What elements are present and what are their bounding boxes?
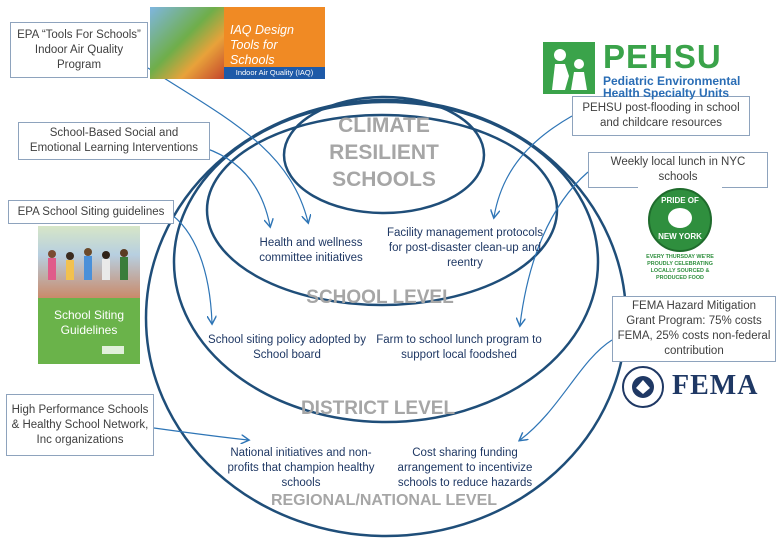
siting-guidelines-callout: EPA School Siting guidelines: [8, 200, 174, 224]
arrow-high-performance: [154, 428, 248, 440]
pehsu-line2: Health Specialty Units: [603, 86, 730, 100]
regional-level-label: REGIONAL/NATIONAL LEVEL: [270, 492, 498, 509]
district-level-label: DISTRICT LEVEL: [300, 398, 456, 419]
fema-logo: [622, 366, 768, 410]
siting-guidelines-cover: [38, 226, 140, 364]
epa-mark-icon: [102, 346, 124, 354]
pehsu-resources-callout: PEHSU post-flooding in school and childcare resources: [572, 96, 750, 136]
cover-title: School Siting Guidelines: [53, 308, 125, 337]
siting-policy-text: School siting policy adopted by School board: [208, 334, 366, 361]
farm-program-text: Farm to school lunch program to support local foodshed: [376, 334, 542, 361]
iaq-strip: Indoor Air Quality (IAQ): [224, 67, 325, 79]
epa-tools-callout: EPA “Tools For Schools” Indoor Air Quality Program: [10, 22, 148, 78]
pride-bottom: NEW YORK: [658, 232, 702, 241]
high-performance-callout: High Performance Schools & Healthy School Network, Inc organizations: [6, 394, 154, 456]
pride-top: PRIDE OF: [661, 196, 699, 205]
core-title: CLIMATE RESILIENT SCHOOLS: [329, 114, 439, 191]
dhs-seal-icon: [622, 366, 664, 408]
national-initiatives-text: National initiatives and non-profits that champion healthy schools: [227, 447, 375, 489]
cover-photo: [38, 226, 140, 298]
pehsu-family-icon: [543, 42, 595, 94]
pehsu-acronym: PEHSU: [603, 38, 722, 75]
fema-grant-callout: FEMA Hazard Mitigation Grant Program: 75% costs FEMA, 25% costs non-federal contribution: [612, 296, 776, 362]
arrow-sel: [205, 148, 270, 226]
iaq-photo: [150, 7, 224, 79]
iaq-logo: [150, 7, 325, 79]
pride-seal: [648, 188, 712, 252]
fema-wordmark: FEMA: [672, 370, 759, 401]
sel-callout: School-Based Social and Emotional Learning Interventions: [18, 122, 210, 160]
pehsu-logo: [543, 38, 758, 100]
iaq-title-panel: [224, 7, 325, 67]
pride-center-icon: [668, 208, 692, 228]
pehsu-line1: Pediatric Environmental: [603, 74, 741, 88]
nyc-lunch-callout: Weekly local lunch in NYC schools: [588, 152, 768, 188]
pride-caption: EVERY THURSDAY WE'RE PROUDLY CELEBRATING LOCALLY SOURCED & PRODUCED FOOD: [646, 254, 714, 281]
pride-of-new-york-logo: [638, 186, 722, 284]
cost-sharing-text: Cost sharing funding arrangement to incentivize schools to reduce hazards: [397, 447, 533, 489]
school-level-label: SCHOOL LEVEL: [306, 287, 454, 308]
health-initiative-text: Health and wellness committee initiatives: [259, 237, 363, 264]
facility-initiative-text: Facility management protocols for post-disaster clean-up and reentry: [387, 227, 543, 269]
iaq-title: IAQ Design Tools for Schools: [230, 23, 294, 67]
